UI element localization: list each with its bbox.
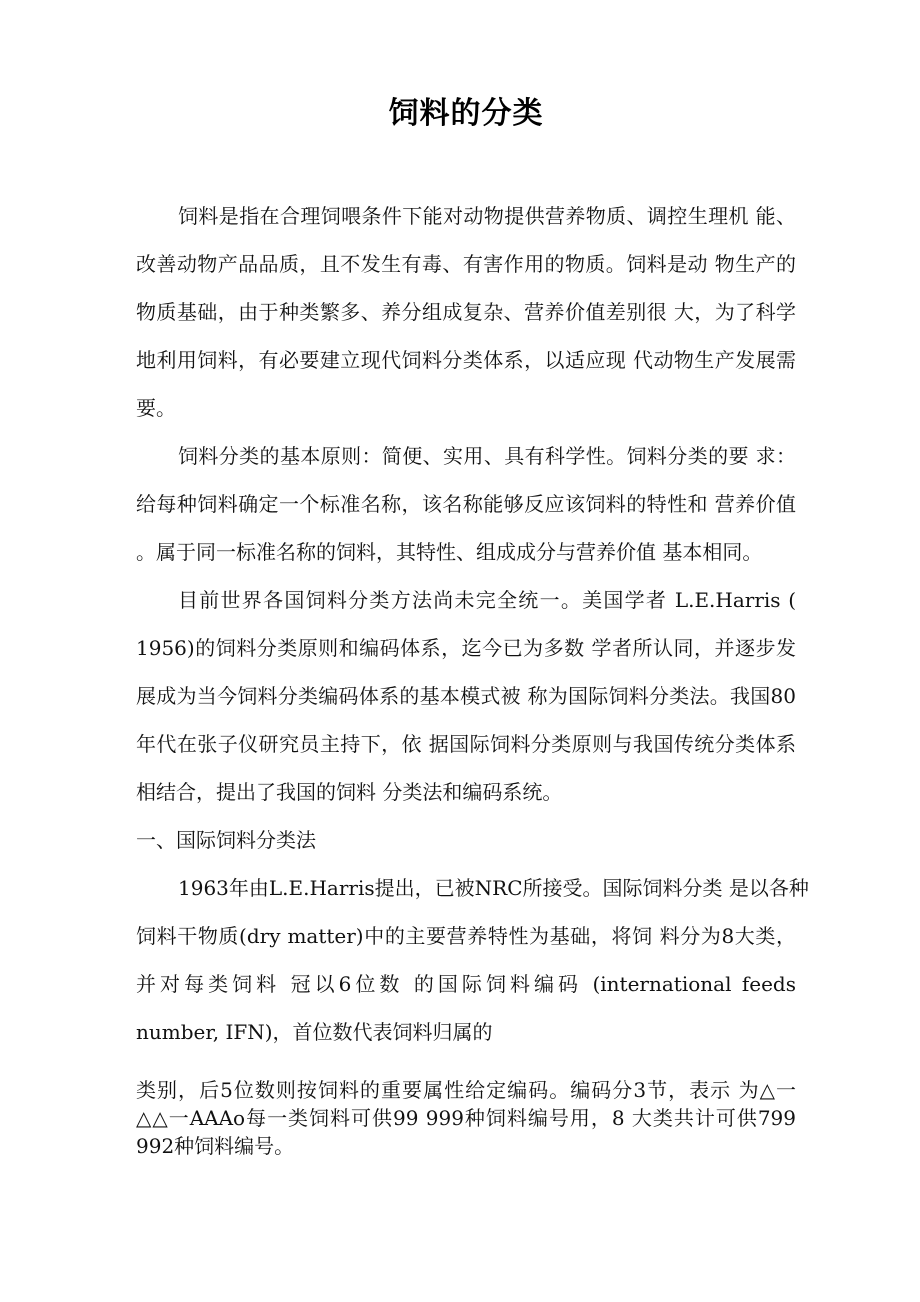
paragraph-5-line-3: 992种饲料编号。 — [136, 1134, 295, 1158]
section-heading: 一、国际饲料分类法 — [136, 828, 316, 852]
paragraph-1-line-2: 改善动物产品品质，且不发生有毒、有害作用的物质。饲料是动 物生产的 — [136, 252, 796, 276]
paragraph-1-line-4: 地利用饲料，有必要建立现代饲料分类体系，以适应现 代动物生产发展需 — [136, 348, 796, 372]
paragraph-1-line-3: 物质基础，由于种类繁多、养分组成复杂、营养价值差别很 大，为了科学 — [136, 300, 796, 324]
document-title: 饲料的分类 — [388, 96, 544, 131]
paragraph-1-line-1: 饲料是指在合理饲喂条件下能对动物提供营养物质、调控生理机 能、 — [178, 204, 796, 228]
paragraph-4-line-3: 并对每类饲料 冠以6位数 的国际饲料编码 (international feeds — [136, 972, 796, 996]
paragraph-3-line-3: 展成为当今饲料分类编码体系的基本模式被 称为国际饲料分类法。我国80 — [136, 684, 796, 708]
paragraph-2-line-1: 饲料分类的基本原则：简便、实用、具有科学性。饲料分类的要 求： — [178, 444, 796, 468]
paragraph-4-line-1: 1963年由L.E.Harris提出，已被NRC所接受。国际饲料分类 是以各种 — [178, 876, 809, 900]
paragraph-2-line-3: 。属于同一标准名称的饲料，其特性、组成成分与营养价值 基本相同。 — [136, 540, 763, 564]
paragraph-5-line-2: △△一AAAo每一类饲料可供99 999种饲料编号用，8 大类共计可供799 — [136, 1106, 796, 1130]
paragraph-3-line-2: 1956)的饲料分类原则和编码体系，迄今已为多数 学者所认同，并逐步发 — [136, 636, 796, 660]
paragraph-3-line-1: 目前世界各国饲料分类方法尚未完全统一。美国学者 L.E.Harris ( — [178, 588, 796, 612]
paragraph-1-line-5: 要。 — [136, 396, 176, 420]
paragraph-2-line-2: 给每种饲料确定一个标准名称，该名称能够反应该饲料的特性和 营养价值 — [136, 492, 796, 516]
paragraph-5-line-1: 类别，后5位数则按饲料的重要属性给定编码。编码分3节，表示 为△一 — [136, 1078, 796, 1102]
paragraph-3-line-5: 相结合，提出了我国的饲料 分类法和编码系统。 — [136, 780, 563, 804]
paragraph-4-line-4: number, IFN)，首位数代表饲料归属的 — [136, 1020, 493, 1044]
paragraph-3-line-4: 年代在张子仪研究员主持下，依 据国际饲料分类原则与我国传统分类体系 — [136, 732, 796, 756]
paragraph-4-line-2: 饲料干物质(dry matter)中的主要营养特性为基础，将饲 料分为8大类， — [136, 924, 796, 948]
